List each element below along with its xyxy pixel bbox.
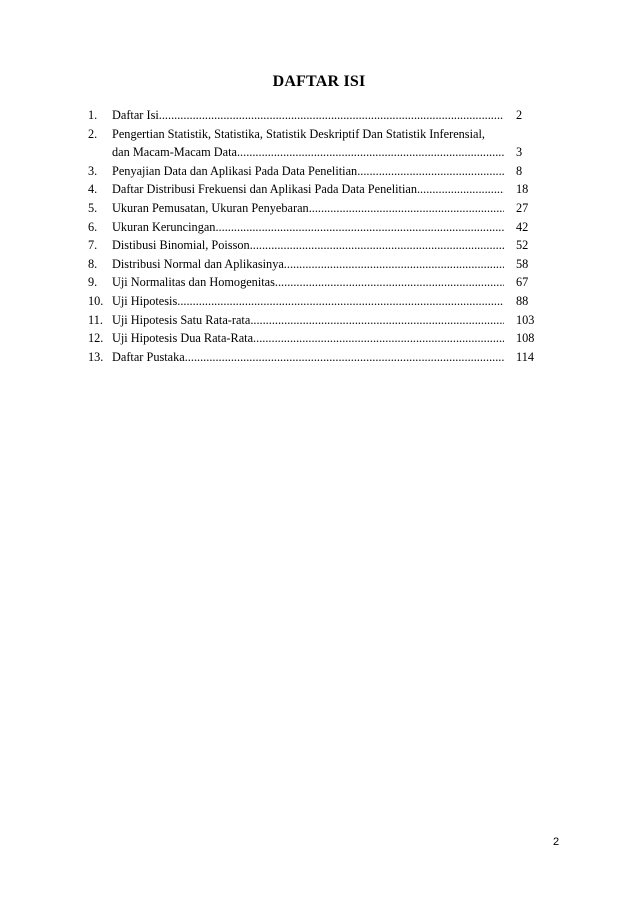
- toc-entry: [88, 329, 536, 348]
- toc-entry-page: 88: [516, 293, 529, 308]
- toc-entry-title: Uji Normalitas dan Homogenitas: [112, 275, 275, 290]
- toc-entry-title: Distibusi Binomial, Poisson: [112, 238, 250, 253]
- toc-entry-title-continued: dan Macam-Macam Data: [112, 145, 237, 160]
- toc-entry: [88, 125, 536, 144]
- toc-entry-title: Daftar Isi: [112, 108, 159, 122]
- toc-entry-page: 58: [516, 256, 529, 271]
- toc-entry: [88, 106, 536, 125]
- toc-entry: [88, 348, 536, 367]
- toc-entry-title: Uji Hipotesis: [112, 293, 178, 308]
- toc-entry-page: 2: [516, 108, 523, 122]
- toc-entry-page: 52: [516, 238, 529, 253]
- toc-entry-leader: [112, 329, 504, 348]
- toc-entry-leader: [112, 162, 504, 181]
- dot-leader: [253, 329, 504, 348]
- toc-entry-title: Pengertian Statistik, Statistika, Statistik Deskriptif Dan Statistik Inferensial,: [112, 126, 485, 141]
- toc-entry-number: 4.: [88, 182, 98, 197]
- toc-entry: [88, 292, 536, 311]
- dot-leader: [177, 292, 504, 311]
- toc-entry-leader: [112, 218, 504, 237]
- dot-leader: [309, 199, 504, 218]
- dot-leader: [284, 255, 504, 274]
- toc-entry-title: Ukuran Pemusatan, Ukuran Penyebaran: [112, 200, 309, 215]
- dot-leader: [357, 162, 504, 181]
- toc-entry: [88, 236, 536, 255]
- page-title: DAFTAR ISI: [272, 73, 366, 90]
- toc-entry-number: 11.: [88, 312, 103, 327]
- toc-entry-continuation: [88, 143, 536, 162]
- toc-entry-leader: [112, 143, 504, 162]
- dot-leader: [215, 218, 504, 237]
- toc-entry: [88, 162, 536, 181]
- toc-entry-title: Ukuran Keruncingan: [112, 219, 216, 234]
- toc-entry-leader: [112, 236, 504, 255]
- toc-entry-leader: [112, 311, 504, 330]
- toc-entry-leader: [112, 106, 504, 125]
- toc-entry-number: 3.: [88, 163, 98, 178]
- toc-entry: [88, 218, 536, 237]
- toc-entry-leader: [112, 180, 504, 199]
- dot-leader: [275, 273, 504, 292]
- table-of-contents: [88, 106, 536, 366]
- toc-entry-number: 10.: [88, 293, 104, 308]
- toc-entry-title: Uji Hipotesis Satu Rata-rata: [112, 312, 251, 327]
- toc-entry: [88, 199, 536, 218]
- toc-entry-number: 6.: [88, 219, 98, 234]
- toc-entry-number: 12.: [88, 331, 104, 346]
- toc-entry: [88, 273, 536, 292]
- toc-entry-number: 1.: [88, 108, 98, 122]
- toc-entry-page: 114: [516, 349, 534, 364]
- dot-leader: [185, 348, 504, 367]
- toc-entry-title: Penyajian Data dan Aplikasi Pada Data Penelitian: [112, 163, 358, 178]
- toc-entry-leader: [112, 348, 504, 367]
- dot-leader: [250, 311, 504, 330]
- toc-entry-title: Distribusi Normal dan Aplikasinya: [112, 256, 284, 271]
- page-number: 2: [553, 836, 560, 848]
- toc-entry-page: 18: [516, 182, 529, 197]
- toc-entry-page: 3: [516, 145, 523, 160]
- toc-entry-page: 42: [516, 219, 529, 234]
- toc-entry-title: Daftar Pustaka: [112, 349, 185, 364]
- toc-entry-leader: [112, 199, 504, 218]
- dot-leader: [237, 143, 504, 162]
- toc-entry: [88, 255, 536, 274]
- toc-entry-number: 7.: [88, 238, 98, 253]
- toc-entry-title: Uji Hipotesis Dua Rata-Rata: [112, 331, 254, 346]
- toc-entry-number: 2.: [88, 126, 98, 141]
- toc-entry-page: 103: [516, 312, 535, 327]
- toc-entry-leader: [112, 292, 504, 311]
- dot-leader: [417, 180, 504, 199]
- toc-entry-number: 5.: [88, 200, 98, 215]
- toc-entry-number: 8.: [88, 256, 98, 271]
- toc-entry: [88, 180, 536, 199]
- toc-entry-page: 108: [516, 331, 535, 346]
- toc-entry-page: 8: [516, 163, 523, 178]
- toc-entry-leader: [112, 273, 504, 292]
- toc-entry: [88, 311, 536, 330]
- toc-entry-leader: [112, 255, 504, 274]
- toc-entry-page: 27: [516, 200, 529, 215]
- toc-entry-number: 9.: [88, 275, 98, 290]
- dot-leader: [250, 236, 504, 255]
- dot-leader: [159, 106, 504, 125]
- toc-entry-title: Daftar Distribusi Frekuensi dan Aplikasi Pada Data Penelitian: [112, 182, 417, 197]
- toc-entry-page: 67: [516, 275, 529, 290]
- toc-entry-number: 13.: [88, 349, 104, 364]
